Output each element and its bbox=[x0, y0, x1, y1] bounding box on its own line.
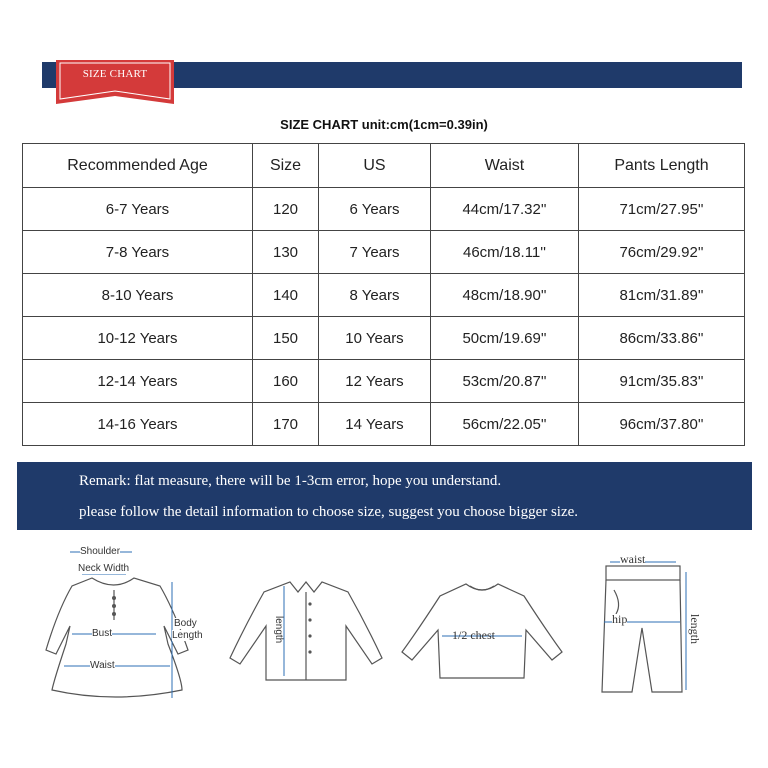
pants-length-cell: 76cm/29.92'' bbox=[579, 231, 745, 274]
pants-length-label: length bbox=[688, 614, 702, 644]
remark-text: Remark: flat measure, there will be 1-3cm error, hope you understand. bbox=[79, 473, 502, 489]
column-header: Pants Length bbox=[579, 144, 745, 188]
waist-label: Waist bbox=[90, 660, 115, 671]
waist-cell: 44cm/17.32'' bbox=[431, 188, 579, 231]
bust-label: Bust bbox=[92, 628, 113, 639]
waist-cell: 48cm/18.90'' bbox=[431, 274, 579, 317]
us-cell: 12 Years bbox=[319, 360, 431, 403]
us-cell: 8 Years bbox=[319, 274, 431, 317]
age-cell: 7-8 Years bbox=[23, 231, 253, 274]
age-cell: 14-16 Years bbox=[23, 403, 253, 446]
chest-label: 1/2 chest bbox=[452, 628, 495, 642]
badge-label: SIZE CHART bbox=[82, 68, 148, 80]
dress-diagram bbox=[22, 540, 212, 710]
table-row bbox=[23, 403, 745, 446]
age-cell: 12-14 Years bbox=[23, 360, 253, 403]
age-cell: 6-7 Years bbox=[23, 188, 253, 231]
size-chart-badge bbox=[56, 60, 174, 106]
table-row bbox=[23, 317, 745, 360]
body-length-label: Body bbox=[174, 618, 197, 629]
pants-waist-label: waist bbox=[620, 552, 646, 566]
size-cell: 140 bbox=[253, 274, 319, 317]
shirt-length-label: length bbox=[273, 616, 284, 644]
pants-diagram bbox=[590, 540, 710, 700]
table-header-row bbox=[23, 144, 745, 188]
ribbon-shape bbox=[56, 60, 174, 106]
shirt-diagram bbox=[226, 540, 386, 690]
chart-caption: SIZE CHART unit:cm(1cm=0.39in) bbox=[280, 117, 488, 132]
remark-text: please follow the detail information to choose size, suggest you choose bigger size. bbox=[79, 504, 579, 520]
body-length-label: Length bbox=[172, 630, 203, 641]
size-cell: 120 bbox=[253, 188, 319, 231]
sweater-diagram bbox=[400, 540, 565, 690]
pants-length-cell: 71cm/27.95'' bbox=[579, 188, 745, 231]
table-row bbox=[23, 360, 745, 403]
remark-band bbox=[17, 462, 752, 530]
shoulder-label: Shoulder bbox=[80, 546, 121, 557]
sweater-outline-icon bbox=[400, 540, 565, 690]
pants-length-cell: 96cm/37.80'' bbox=[579, 403, 745, 446]
column-header: US bbox=[319, 144, 431, 188]
pants-length-cell: 86cm/33.86'' bbox=[579, 317, 745, 360]
table-row bbox=[23, 231, 745, 274]
neck-width-label: Neck Width bbox=[78, 563, 130, 574]
pants-length-cell: 81cm/31.89'' bbox=[579, 274, 745, 317]
waist-cell: 53cm/20.87'' bbox=[431, 360, 579, 403]
pants-length-cell: 91cm/35.83'' bbox=[579, 360, 745, 403]
size-table bbox=[22, 143, 745, 446]
shirt-outline-icon bbox=[226, 540, 386, 690]
us-cell: 7 Years bbox=[319, 231, 431, 274]
age-cell: 8-10 Years bbox=[23, 274, 253, 317]
size-cell: 160 bbox=[253, 360, 319, 403]
table-row bbox=[23, 274, 745, 317]
column-header: Recommended Age bbox=[23, 144, 253, 188]
size-cell: 170 bbox=[253, 403, 319, 446]
size-cell: 130 bbox=[253, 231, 319, 274]
hip-label: hip bbox=[612, 612, 628, 626]
column-header: Waist bbox=[431, 144, 579, 188]
age-cell: 10-12 Years bbox=[23, 317, 253, 360]
waist-cell: 50cm/19.69'' bbox=[431, 317, 579, 360]
waist-cell: 46cm/18.11'' bbox=[431, 231, 579, 274]
us-cell: 14 Years bbox=[319, 403, 431, 446]
table-row bbox=[23, 188, 745, 231]
us-cell: 10 Years bbox=[319, 317, 431, 360]
column-header: Size bbox=[253, 144, 319, 188]
us-cell: 6 Years bbox=[319, 188, 431, 231]
size-cell: 150 bbox=[253, 317, 319, 360]
waist-cell: 56cm/22.05'' bbox=[431, 403, 579, 446]
